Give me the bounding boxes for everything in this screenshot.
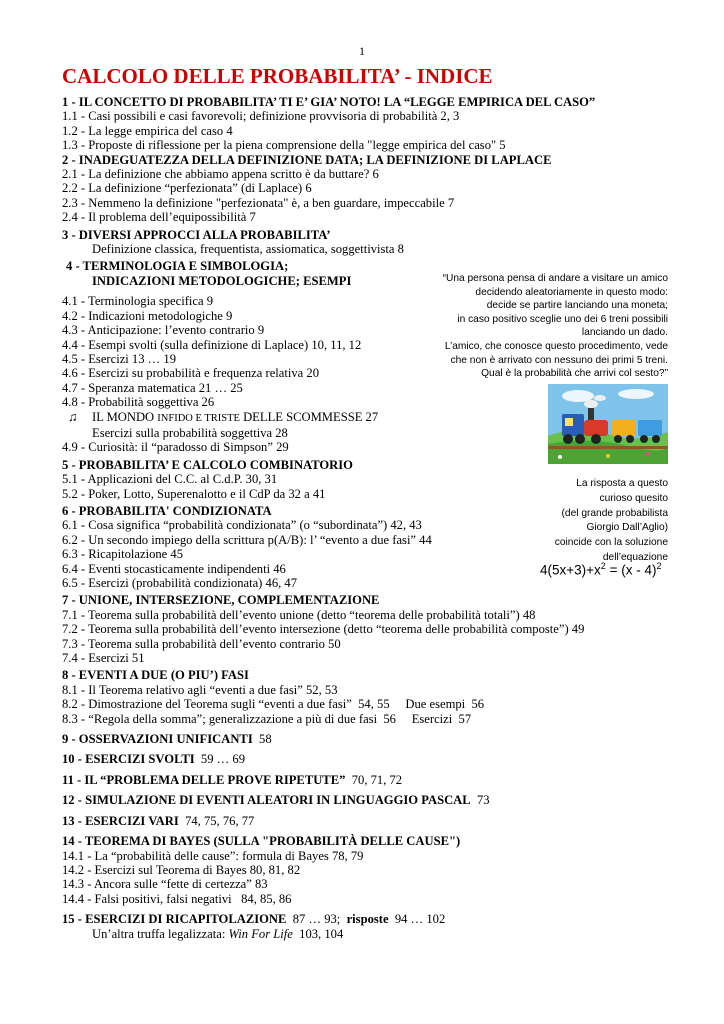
section-7-heading: 7 - UNIONE, INTERSEZIONE, COMPLEMENTAZIONE	[62, 593, 380, 608]
quote-line: lanciando un dado.	[581, 327, 668, 339]
section-2-heading: 2 - INADEGUATEZZA DELLA DEFINIZIONE DATA; LA DEFINIZIONE DI LAPLACE	[62, 152, 552, 167]
section-4-heading-cont: INDICAZIONI METODOLOGICHE; ESEMPI	[92, 273, 352, 288]
answer-line: Giorgio Dall’Aglio)	[586, 522, 668, 534]
toc-item: 2.2 - La definizione “perfezionata” (di Laplace) 6	[62, 181, 312, 196]
toc-item: Esercizi sulla probabilità soggettiva 28	[92, 425, 288, 440]
answer-line: curioso quesito	[599, 492, 668, 504]
toc-item: 2.3 - Nemmeno la definizione "perfezionata" è, a ben guardare, impeccabile 7	[62, 195, 455, 210]
train-illustration	[548, 384, 668, 464]
section-10-heading: 10 - ESERCIZI SVOLTI 59 … 69	[62, 752, 245, 767]
toc-item: 6.5 - Esercizi (probabilità condizionata) 46, 47	[62, 576, 298, 590]
answer-line: La risposta a questo	[576, 478, 668, 489]
toc-item: 2.1 - La definizione che abbiamo appena scritto è da buttare? 6	[62, 167, 379, 182]
toc-item: 4.7 - Speranza matematica 21 … 25	[62, 380, 243, 395]
toc-item: 4.3 - Anticipazione: l’evento contrario 9	[62, 323, 265, 338]
section-12-heading: 12 - SIMULAZIONE DI EVENTI ALEATORI IN LINGUAGGIO PASCAL 73	[62, 793, 490, 808]
toc-item: 8.1 - Il Teorema relativo agli “eventi a due fasi” 52, 53	[62, 682, 338, 697]
toc-item: 4.6 - Esercizi su probabilità e frequenza relativa 20	[62, 366, 320, 381]
toc-item: 14.2 - Esercizi sul Teorema di Bayes 80, 81, 82	[62, 862, 301, 877]
toc-item: 7.2 - Teorema sulla probabilità dell’evento intersezione (detto “teorema delle probabilità composte”) 49	[62, 622, 585, 637]
toc-item: ♫ IL MONDO INFIDO E TRISTE DELLE SCOMMESSE 27	[62, 410, 702, 426]
toc-item: 14.1 - La “probabilità delle cause”: formula di Bayes 78, 79	[62, 848, 364, 863]
section-14-heading: 14 - TEOREMA DI BAYES (SULLA "PROBABILITÀ DELLE CAUSE")	[62, 834, 461, 849]
quote-line: decidendo aleatoriamente in questo modo:	[475, 286, 668, 298]
toc-item: 8.3 - “Regola della somma”; generalizzazione a più di due fasi 56 Esercizi 57	[62, 711, 472, 726]
section-3-heading: 3 - DIVERSI APPROCCI ALLA PROBABILITA’	[62, 227, 331, 242]
quote-line: Qual è la probabilità che arrivi col sesto?”	[481, 368, 668, 380]
toc-item: 7.3 - Teorema sulla probabilità dell’evento contrario 50	[62, 636, 341, 651]
toc-item: Definizione classica, frequentista, assiomatica, soggettivista 8	[92, 242, 404, 257]
quote-line: in caso positivo sceglie uno dei 6 treni possibili	[457, 313, 668, 325]
section-5-heading: 5 - PROBABILITA’ E CALCOLO COMBINATORIO	[62, 457, 353, 472]
music-note-icon: ♫	[68, 409, 78, 424]
toc-item: 6.2 - Un secondo impiego della scrittura p(A/B): l’ “evento a due fasi” 44	[62, 532, 432, 547]
page-title: CALCOLO DELLE PROBABILITA’ - INDICE	[62, 64, 493, 88]
quote-line: che non è arrivato con nessuno dei primi 5 treni.	[450, 354, 668, 366]
toc-item: 8.2 - Dimostrazione del Teorema sugli “eventi a due fasi” 54, 55 Due esempi 56	[62, 697, 485, 712]
toc-item: 6.4 - Eventi stocasticamente indipendenti 46	[62, 561, 286, 576]
toc-item: 1.1 - Casi possibili e casi favorevoli; definizione provvisoria di probabilità 2, 3	[62, 109, 460, 124]
section-13-heading: 13 - ESERCIZI VARI 74, 75, 76, 77	[62, 813, 255, 828]
toc-item: 7.1 - Teorema sulla probabilità dell’evento unione (detto “teorema delle probabilità totali”) 48	[62, 607, 536, 622]
section-1-heading: 1 - IL CONCETTO DI PROBABILITA’ TI E’ GIA’ NOTO! LA “LEGGE EMPIRICA DEL CASO”	[62, 95, 596, 109]
toc-item: 6.3 - Ricapitolazione 45	[62, 547, 184, 562]
section-15-heading: 15 - ESERCIZI DI RICAPITOLAZIONE 87 … 93; risposte 94 … 102	[62, 912, 446, 927]
quote-line: L’amico, che conosce questo procedimento, vede	[444, 340, 668, 352]
toc-item: 6.1 - Cosa significa “probabilità condizionata” (o “subordinata”) 42, 43	[62, 518, 422, 533]
toc-item: 7.4 - Esercizi 51	[62, 651, 145, 666]
toc-item: 4.8 - Probabilità soggettiva 26	[62, 395, 215, 410]
toc-item: 4.5 - Esercizi 13 … 19	[62, 351, 177, 366]
section-11-heading: 11 - IL “PROBLEMA DELLE PROVE RIPETUTE” 70, 71, 72	[62, 772, 403, 787]
equation: $4(5x+3)+x^2 = (x - 4)^2$	[540, 561, 662, 578]
toc-item: 4.1 - Terminologia specifica 9	[62, 294, 214, 309]
quote-box	[422, 272, 668, 381]
answer-box	[520, 477, 668, 566]
quote-line: decide se partire lanciando una moneta;	[486, 300, 668, 312]
toc-item: 5.1 - Applicazioni del C.C. al C.d.P. 30, 31	[62, 472, 278, 487]
answer-line: dell’equazione	[602, 551, 668, 563]
toc-item: 14.4 - Falsi positivi, falsi negativi 84, 85, 86	[62, 891, 292, 906]
section-8-heading: 8 - EVENTI A DUE (O PIU’) FASI	[62, 668, 249, 683]
toc-item: 4.4 - Esempi svolti (sulla definizione di Laplace) 10, 11, 12	[62, 337, 362, 352]
toc-item: 4.2 - Indicazioni metodologiche 9	[62, 308, 233, 323]
toc-item: 1.3 - Proposte di riflessione per la piena comprensione della "legge empirica del caso" 5	[62, 138, 506, 153]
quote-line: “Una persona pensa di andare a visitare un amico	[442, 273, 668, 284]
answer-line: coincide con la soluzione	[554, 537, 668, 549]
section-4-heading: 4 - TERMINOLOGIA E SIMBOLOGIA;	[66, 259, 289, 274]
section-6-heading: 6 - PROBABILITA' CONDIZIONATA	[62, 503, 272, 518]
toc-item: 2.4 - Il problema dell’equipossibilità 7	[62, 210, 256, 225]
toc-item: 5.2 - Poker, Lotto, Superenalotto e il CdP da 32 a 41	[62, 486, 326, 501]
page-number: 1	[359, 44, 365, 58]
toc-item: 4.9 - Curiosità: il “paradosso di Simpson” 29	[62, 440, 289, 455]
toc-item: Un’altra truffa legalizzata: Win For Life 103, 104	[92, 926, 344, 941]
answer-line: (del grande probabilista	[561, 507, 668, 519]
toc-item: 1.2 - La legge empirica del caso 4	[62, 123, 233, 138]
toc-item: 14.3 - Ancora sulle “fette di certezza” 83	[62, 877, 268, 892]
section-9-heading: 9 - OSSERVAZIONI UNIFICANTI 58	[62, 732, 272, 747]
